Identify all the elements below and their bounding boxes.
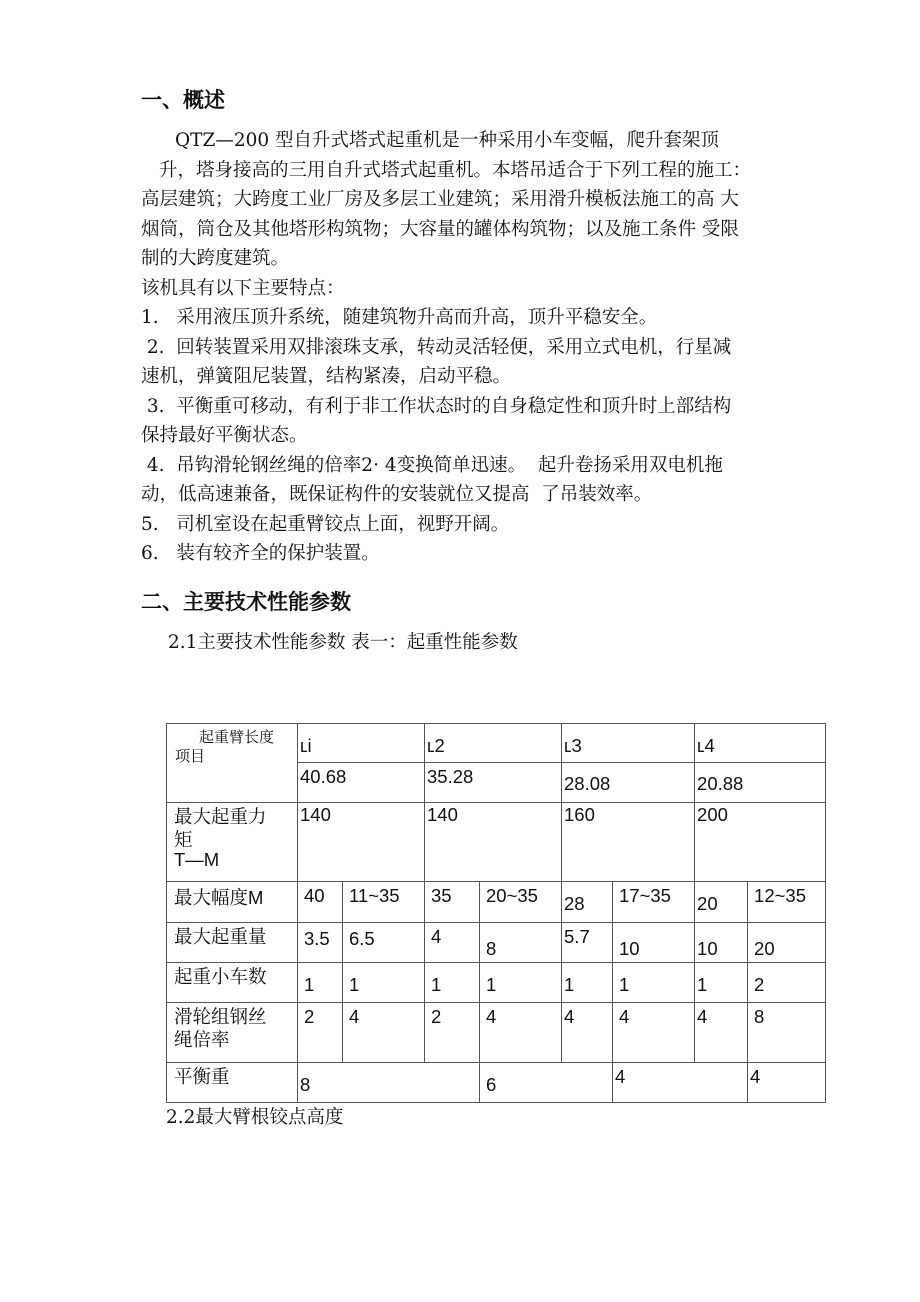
radius-value: 35 bbox=[425, 882, 480, 923]
lifting-performance-table bbox=[166, 723, 826, 1103]
radius-value: 20~35 bbox=[480, 882, 562, 923]
radius-value: 11~35 bbox=[343, 882, 425, 923]
intro-line: QTZ—200 型自升式塔式起重机是一种采用小车变幅，爬升套架顶 bbox=[175, 130, 720, 151]
ratio-value: 4 bbox=[343, 1003, 425, 1063]
capacity-value: 5.7 bbox=[562, 923, 613, 963]
section1-heading: 一、概述 bbox=[141, 88, 225, 112]
ratio-value: 4 bbox=[613, 1003, 695, 1063]
ratio-value: 4 bbox=[480, 1003, 562, 1063]
feature-line: 1. 采用液压顶升系统，随建筑物升高而升高，顶升平稳安全。 bbox=[141, 307, 658, 328]
trolley-label: 起重小车数 bbox=[167, 963, 298, 1003]
feature-line: 6. 装有较齐全的保护装置。 bbox=[141, 543, 380, 564]
feature-line: 动，低高速兼备，既保证构件的安装就位又提高 了吊装效率。 bbox=[141, 484, 653, 505]
capacity-value: 4 bbox=[425, 923, 480, 963]
section2-heading: 二、主要技术性能参数 bbox=[141, 590, 351, 614]
feature-line: 3. 平衡重可移动，有利于非工作状态时的自身稳定性和顶升时上部结构 bbox=[141, 395, 732, 417]
radius-value: 20 bbox=[695, 882, 748, 923]
ratio-value: 4 bbox=[695, 1003, 748, 1063]
counterweight-value: 8 bbox=[298, 1063, 480, 1103]
radius-value: 40 bbox=[298, 882, 343, 923]
radius-value: 17~35 bbox=[613, 882, 695, 923]
boom-length-l3: 28.08 bbox=[562, 763, 695, 803]
trolley-value: 1 bbox=[425, 963, 480, 1003]
radius-value: 12~35 bbox=[748, 882, 826, 923]
capacity-value: 6.5 bbox=[343, 923, 425, 963]
trolley-value: 1 bbox=[480, 963, 562, 1003]
trolley-value: 1 bbox=[562, 963, 613, 1003]
ratio-label-line: 滑轮组钢丝 bbox=[174, 1006, 267, 1027]
radius-value: 28 bbox=[562, 882, 613, 923]
ratio-value: 4 bbox=[562, 1003, 613, 1063]
moment-label-line: T—M bbox=[174, 849, 220, 870]
col-label-l2: ʟ2 bbox=[425, 724, 562, 763]
intro-line: 烟筒，筒仓及其他塔形构筑物；大容量的罐体构筑物；以及施工条件 受限 bbox=[141, 218, 739, 240]
feature-line: 4. 吊钩滑轮钢丝绳的倍率2· 4变换简单迅速。 起升卷扬采用双电机拖 bbox=[141, 454, 723, 476]
capacity-value: 20 bbox=[748, 923, 826, 963]
capacity-value: 10 bbox=[695, 923, 748, 963]
moment-value: 140 bbox=[298, 803, 425, 882]
trolley-value: 2 bbox=[748, 963, 826, 1003]
radius-label: 最大幅度M bbox=[167, 882, 298, 923]
ratio-label-line: 绳倍率 bbox=[174, 1029, 230, 1050]
moment-value: 160 bbox=[562, 803, 695, 882]
ratio-value: 8 bbox=[748, 1003, 826, 1063]
section2-footer: 2.2最大臂根铰点高度 bbox=[166, 1107, 344, 1128]
moment-label-line: 最大起重力 bbox=[174, 806, 267, 827]
header-label-cell bbox=[167, 724, 298, 803]
counterweight-value: 4 bbox=[613, 1063, 748, 1103]
feature-line: 保持最好平衡状态。 bbox=[141, 425, 308, 446]
ratio-label-cell bbox=[167, 1003, 298, 1063]
header-label-top: 起重臂长度 bbox=[199, 729, 275, 746]
table-caption: 2.1主要技术性能参数 表一：起重性能参数 bbox=[168, 632, 518, 653]
moment-value: 200 bbox=[695, 803, 826, 882]
col-label-l4: ʟ4 bbox=[695, 724, 826, 763]
col-label-l3: ʟ3 bbox=[562, 724, 695, 763]
features-title: 该机具有以下主要特点： bbox=[141, 277, 345, 299]
feature-line: 2. 回转装置采用双排滚珠支承，转动灵活轻便，采用立式电机，行星减 bbox=[141, 336, 732, 358]
header-label-bottom: 项目 bbox=[175, 748, 206, 765]
col-label-l1: ʟi bbox=[298, 724, 425, 763]
capacity-value: 3.5 bbox=[298, 923, 343, 963]
trolley-value: 1 bbox=[343, 963, 425, 1003]
capacity-label: 最大起重量 bbox=[167, 923, 298, 963]
trolley-value: 1 bbox=[613, 963, 695, 1003]
ratio-value: 2 bbox=[425, 1003, 480, 1063]
trolley-value: 1 bbox=[298, 963, 343, 1003]
ratio-value: 2 bbox=[298, 1003, 343, 1063]
boom-length-l4: 20.88 bbox=[695, 763, 826, 803]
moment-label-line: 矩 bbox=[174, 829, 193, 850]
intro-line: 高层建筑；大跨度工业厂房及多层工业建筑；采用滑升模板法施工的高 大 bbox=[141, 189, 739, 210]
intro-paragraph bbox=[141, 126, 831, 569]
capacity-value: 10 bbox=[613, 923, 695, 963]
counterweight-value: 6 bbox=[480, 1063, 613, 1103]
feature-line: 5. 司机室设在起重臂铰点上面，视野开阔。 bbox=[141, 513, 510, 535]
boom-length-l1: 40.68 bbox=[298, 763, 425, 803]
moment-label-cell bbox=[167, 803, 298, 882]
feature-line: 速机，弹簧阻尼装置，结构紧凑，启动平稳。 bbox=[141, 366, 512, 387]
intro-line: 制的大跨度建筑。 bbox=[141, 248, 290, 269]
intro-line: 升，塔身接高的三用自升式塔式起重机。本塔吊适合于下列工程的施工： bbox=[159, 159, 752, 181]
moment-value: 140 bbox=[425, 803, 562, 882]
counterweight-value: 4 bbox=[748, 1063, 826, 1103]
trolley-value: 1 bbox=[695, 963, 748, 1003]
capacity-value: 8 bbox=[480, 923, 562, 963]
counterweight-label: 平衡重 bbox=[167, 1063, 298, 1103]
boom-length-l2: 35.28 bbox=[425, 763, 562, 803]
